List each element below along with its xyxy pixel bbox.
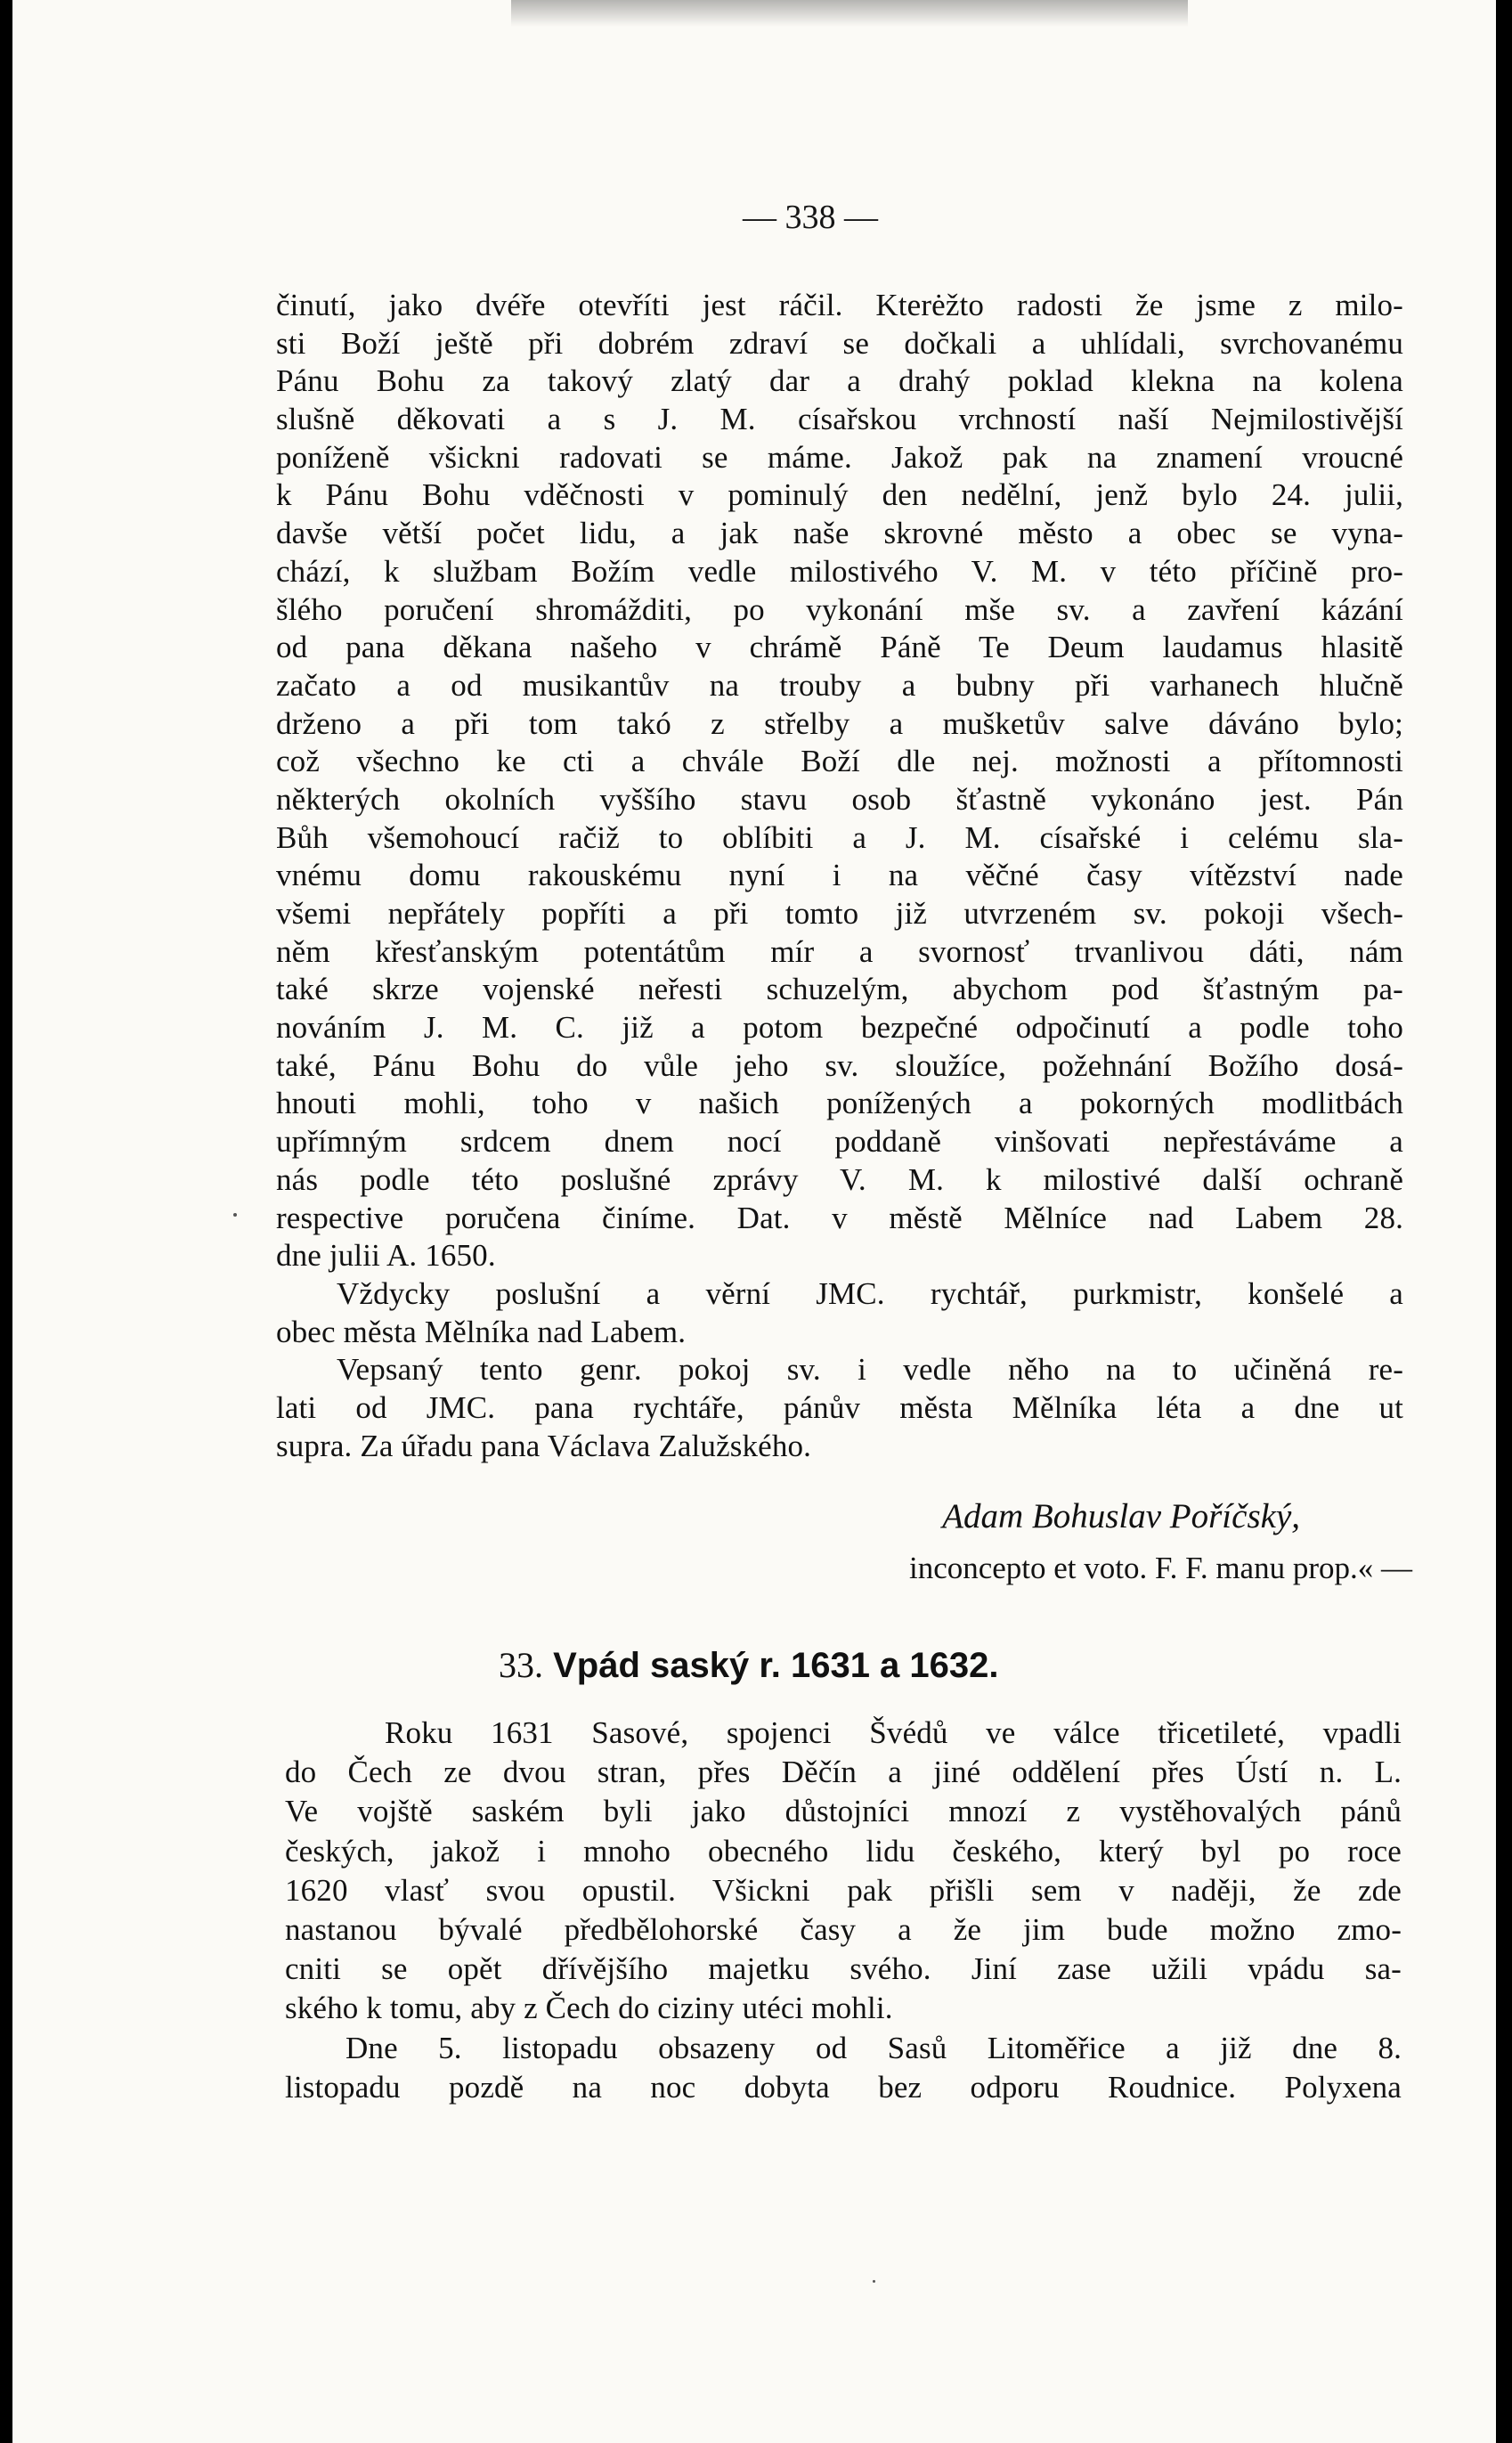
- body-line: dne julii A. 1650.: [276, 1238, 496, 1274]
- body-line: Bůh všemohoucí račiž to oblíbiti a J. M. císařské i celému sla-: [276, 819, 1403, 855]
- section-line: nastanou bývalé předbělohorské časy a že jim bude možno zmo-: [285, 1911, 1402, 1947]
- body-line: což všechno ke cti a chvále Boží dle nej. možnosti a přítomnosti: [276, 744, 1403, 779]
- section-title: Vpád saský r. 1631 a 1632.: [553, 1646, 999, 1685]
- section-line: ského k tomu, aby z Čech do ciziny utéci mohli.: [285, 1991, 893, 2026]
- scan-shadow: [511, 0, 1188, 27]
- body-line: chází, k službam Božím vedle milostivého V. M. v této příčině pro-: [276, 553, 1403, 589]
- body-line: všemi nepřátely popříti a při tomto již utvrzeném sv. pokoji všech-: [276, 896, 1403, 931]
- body-line: začato a od musikantův na trouby a bubny při varhanech hlučně: [276, 667, 1403, 703]
- body-line: davše větší počet lidu, a jak naše skrovné město a obec se vyna-: [276, 516, 1403, 551]
- section-line: 1620 vlasť svou opustil. Všickni pak přišli sem v naději, že zde: [285, 1872, 1402, 1908]
- body-line: vnému domu rakouskému nyní i na věčné časy vítězství nade: [276, 858, 1403, 893]
- body-line: také, Pánu Bohu do vůle jeho sv. sloužíce, požehnání Božího dosá-: [276, 1047, 1403, 1083]
- body-line: Pánu Bohu za takový zlatý dar a drahý poklad klekna na kolena: [276, 363, 1403, 399]
- section-line: Dne 5. listopadu obsazeny od Sasů Litoměřice a již dne 8.: [345, 2030, 1402, 2065]
- body-line: něm křesťanským potentátům mír a svornosť trvanlivou dáti, nám: [276, 933, 1403, 969]
- body-line: některých okolních vyššího stavu osob šťastně vykonáno jest. Pán: [276, 781, 1403, 817]
- letter-body: [276, 287, 1403, 1465]
- body-line: činutí, jako dvéře otevříti jest ráčil. Kterėžto radosti že jsme z milo-: [276, 288, 1403, 322]
- section-body: [285, 1714, 1402, 2107]
- section-line: cniti se opět dřívějšího majetku svého. Jiní zase užili vpádu sa-: [285, 1951, 1402, 1987]
- section-number: 33.: [499, 1645, 543, 1685]
- scan-speck: [873, 2280, 875, 2283]
- body-line: nás podle této poslušné zprávy V. M. k milostivé další ochraně: [276, 1161, 1403, 1197]
- body-line: drženo a při tom takó z střelby a mušketův salve dáváno bylo;: [276, 705, 1403, 741]
- body-line: upřímným srdcem dnem nocí poddaně vinšovati nepřestáváme a: [276, 1124, 1403, 1160]
- signature: Adam Bohuslav Poříčský,: [942, 1497, 1300, 1535]
- section-line: českých, jakož i mnoho obecného lidu českého, který byl po roce: [285, 1833, 1402, 1869]
- body-line: nováním J. M. C. již a potom bezpečné odpočinutí a podle toho: [276, 1010, 1403, 1046]
- body-line: slušně děkovati a s J. M. císařskou vrchností naší Nejmilostivější: [276, 402, 1403, 437]
- body-line: respective poručena činíme. Dat. v městě Mělníce nad Labem 28.: [276, 1200, 1403, 1235]
- section-line: Roku 1631 Sasové, spojenci Švédů ve válce třicetileté, vpadli: [385, 1715, 1402, 1750]
- body-line: k Pánu Bohu vděčnosti v pominulý den nedělní, jenž bylo 24. julii,: [276, 477, 1403, 513]
- section-line: listopadu pozdě na noc dobyta bez odporu Roudnice. Polyxena: [285, 2069, 1402, 2105]
- closing-line: Vepsaný tento genr. pokoj sv. i vedle něho na to učiněná re-: [337, 1352, 1403, 1388]
- body-line: poníženě všickni radovati se máme. Jakož pak na znamení vroucné: [276, 439, 1403, 475]
- body-line: od pana děkana našeho v chrámě Páně Te Deum laudamus hlasitě: [276, 630, 1403, 665]
- closing-line: lati od JMC. pana rychtáře, pánův města Mělníka léta a dne ut: [276, 1389, 1403, 1425]
- closing-line: obec města Mělníka nad Labem.: [276, 1314, 687, 1349]
- page-number: — 338 —: [743, 199, 878, 236]
- section-line: Ve vojště saském byli jako důstojníci mnozí z vystěhovalých pánů: [285, 1794, 1402, 1829]
- section-heading: [499, 1643, 1140, 1688]
- inconcepto-line: inconcepto et voto. F. F. manu prop.« —: [908, 1551, 1412, 1585]
- closing-line: Vždycky poslušní a věrní JMC. rychtář, purkmistr, konšelé a: [337, 1275, 1403, 1311]
- scan-speck: [233, 1213, 237, 1217]
- body-line: šlého poručení shromážditi, po vykonání mše sv. a zavření kázání: [276, 591, 1403, 627]
- closing-line: supra. Za úřadu pana Václava Zalužského.: [276, 1428, 812, 1463]
- body-line: také skrze vojenské neřesti schuzelým, abychom pod šťastným pa-: [276, 972, 1403, 1007]
- body-line: sti Boží ještě při dobrém zdraví se dočkali a uhlídali, svrchovanému: [276, 325, 1403, 361]
- section-line: do Čech ze dvou stran, přes Děčín a jiné oddělení přes Ústí n. L.: [285, 1755, 1402, 1790]
- body-line: hnouti mohli, toho v našich ponížených a pokorných modlitbách: [276, 1086, 1403, 1121]
